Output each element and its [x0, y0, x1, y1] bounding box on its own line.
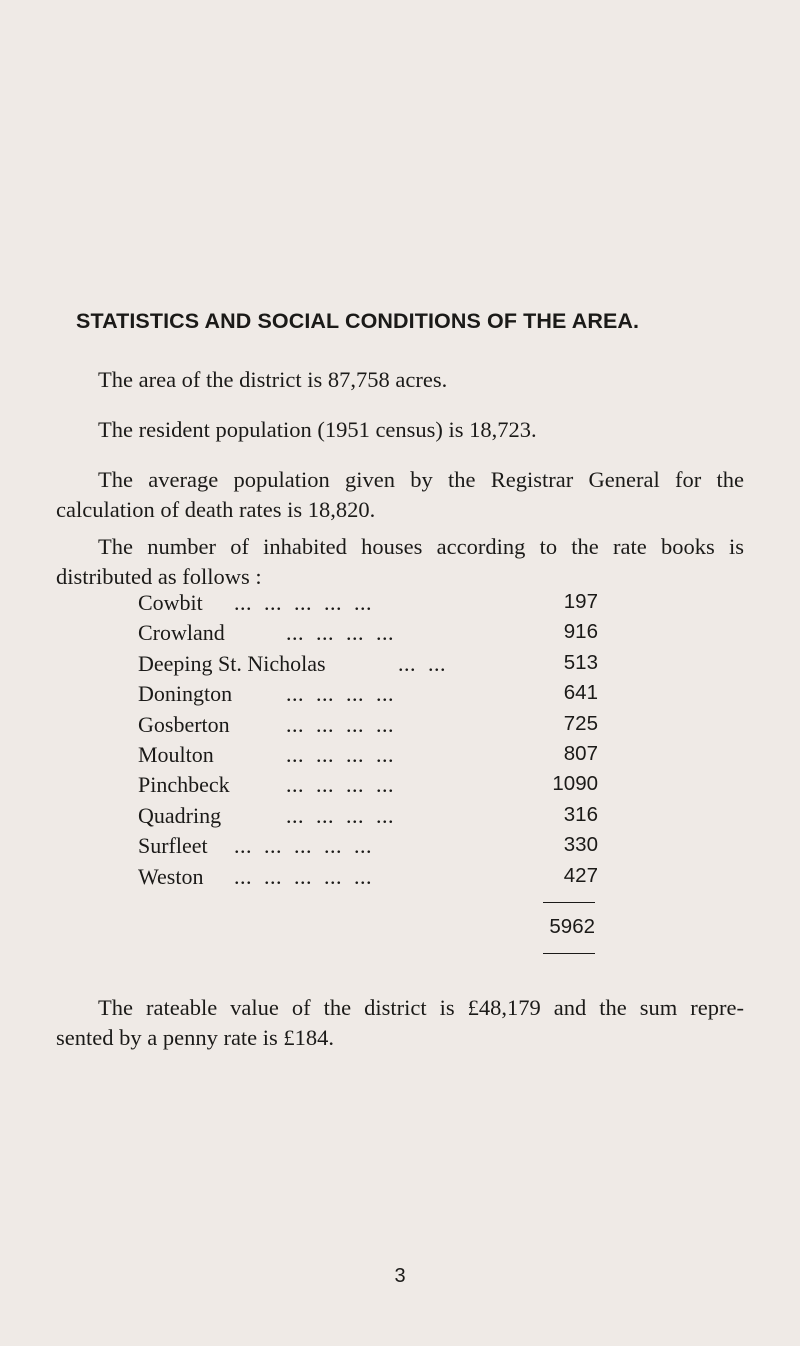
parish-name: Crowland	[138, 620, 225, 646]
leader-dots: ... ...	[398, 650, 446, 676]
parish-name: Surfleet	[138, 833, 208, 859]
table-row	[138, 590, 598, 620]
leader-dots: ... ... ... ...	[286, 772, 394, 798]
parish-name: Pinchbeck	[138, 772, 230, 798]
parish-name: Quadring	[138, 802, 222, 828]
house-count: 513	[563, 650, 598, 674]
average-population-paragraph: The average population given by the Registrar General for the calculation of death rates is 18,820.	[56, 467, 744, 522]
house-count: 197	[563, 590, 598, 613]
table-row	[138, 864, 598, 894]
parish-name: Moulton	[138, 741, 214, 767]
rateable-paragraph: The rateable value of the district is £48,179 and the sum repre- sented by a penny rate is £184.	[56, 995, 744, 1050]
page-number: 3	[394, 1265, 406, 1287]
table-row	[138, 620, 598, 650]
table-row	[138, 651, 598, 681]
houses-total: 5962	[549, 915, 595, 938]
house-count: 330	[563, 833, 598, 857]
total-rule-bottom	[543, 953, 595, 954]
house-count: 916	[563, 620, 598, 644]
house-count: 316	[563, 802, 598, 826]
houses-intro-paragraph: The number of inhabited houses according to the rate books is distributed as follows :	[56, 534, 744, 589]
parish-name: Weston	[138, 863, 204, 889]
leader-dots: ... ... ... ... ...	[234, 863, 372, 889]
table-row	[138, 803, 598, 833]
leader-dots: ... ... ... ...	[286, 711, 394, 737]
table-row	[138, 742, 598, 772]
table-row	[138, 772, 598, 802]
leader-dots: ... ... ... ...	[286, 620, 394, 646]
table-row	[138, 681, 598, 711]
leader-dots: ... ... ... ... ...	[234, 833, 372, 859]
house-count: 725	[563, 711, 598, 735]
leader-dots: ... ... ... ...	[286, 741, 394, 767]
leader-dots: ... ... ... ...	[286, 681, 394, 707]
area-paragraph: The area of the district is 87,758 acres.	[98, 367, 448, 392]
leader-dots: ... ... ... ...	[286, 802, 394, 828]
parish-name: Deeping St. Nicholas	[138, 650, 326, 676]
leader-dots: ... ... ... ... ...	[234, 590, 372, 615]
table-row	[138, 833, 598, 863]
parish-name: Gosberton	[138, 711, 230, 737]
parish-name: Donington	[138, 681, 233, 707]
parish-name: Cowbit	[138, 590, 203, 615]
table-row	[138, 712, 598, 742]
house-count: 1090	[552, 772, 598, 796]
page-heading: STATISTICS AND SOCIAL CONDITIONS OF THE AREA.	[76, 309, 640, 333]
house-count: 641	[563, 681, 598, 705]
house-count: 807	[563, 741, 598, 765]
houses-table	[138, 590, 598, 894]
population-paragraph: The resident population (1951 census) is 18,723.	[98, 417, 537, 442]
total-rule-top	[543, 902, 595, 903]
house-count: 427	[563, 863, 598, 887]
